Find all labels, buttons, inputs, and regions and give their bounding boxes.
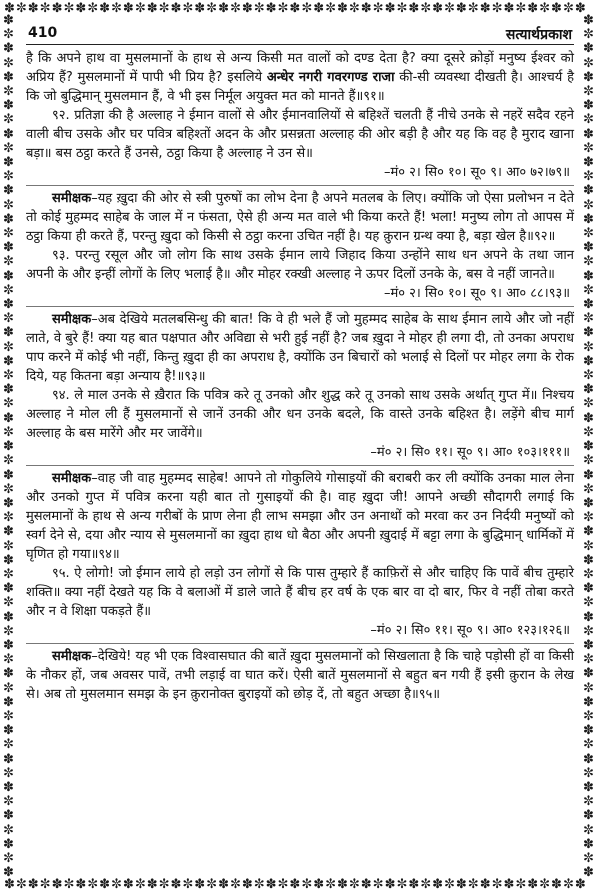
separator-line [26, 185, 574, 186]
commentary-text: –अब देखिये मतलबसिन्धु की बात! कि वे ही भले हैं जो मुहम्मद साहेब के साथ ईमान लाये और जो नहीं लाते, वे बुरे हैं! क्या यह बात पक्षपात और अविद्या से भरी हुई नहीं है? जब ख़ुदा ने मोहर ही लगा दी, तो उनका अपराध पाप करने में कोई भी नहीं, किन्तु ख़ुदा ही का अपराध है, क्योंकि उन बिचारों को भलाई से दिलों पर मोहर लगा के रोक दिये, यह कितना बड़ा अन्याय है!॥९३॥ [26, 312, 574, 384]
book-page [26, 22, 574, 872]
commentary-label: समीक्षक [52, 471, 92, 486]
text-span: है कि अपने हाथ वा मुसलमानों के हाथ से अन्य किसी मत वालों को दण्ड देता है? क्या दूसरे क्रोड़ों मनुष्य ईश्वर को अप्रिय हैं? मुसलमानों में पापी भी प्रिय है? इसलिये [26, 51, 574, 85]
verse-reference-92: –मं० २। सि० १०। सू० ९। आ० ७२।७९॥ [383, 165, 570, 180]
text-span: की-सी व्यवस्था दीखती है। आश्चर्य है कि जो बुद्धिमान् मुसलमान हैं, वे भी इस निर्मूल अयुक्त मत को मानते हैं॥९१॥ [26, 70, 574, 104]
verse-reference-95: –मं० २। सि० ११। सू० ९। आ० १२३।१२६॥ [370, 623, 570, 638]
commentary-93 [26, 310, 574, 386]
page-body [26, 49, 574, 704]
commentary-95 [26, 647, 574, 704]
decorative-border-right: ✽✼✽✼✽✼✽✼✽✼✽✼✽✼✽✼✽✼✽✼✽✼✽✼✽✼✽✼✽✼✽✼✽✼✽✼✽✼✽✼✽✼✽✼✽✼✽✼✽✼✽✼✽✼✽✼✽✼✽✼✽ [583, 14, 594, 880]
separator-line [26, 465, 574, 466]
bold-phrase: अन्धेर नगरी गवरगण्ड राजा [266, 70, 395, 85]
verse-92: ९२. प्रतिज्ञा की है अल्लाह ने ईमान वालों से और ईमानवालियों से बहिश्तें चलती हैं नीचे उनके से नहरें सदैव रहने वाली बीच उसके और घर पवित्र बहिश्तों अदन के और प्रसन्नता अल्लाह की ओर बड़ी है और यह कि वह है मुराद खाना बड़ा॥ बस ठट्ठा करते हैं उनसे, ठट्ठा किया है अल्लाह ने उन से॥ [26, 108, 574, 161]
page-number: 410 [28, 25, 58, 41]
commentary-label: समीक्षक [52, 312, 92, 327]
running-title: सत्यार्थप्रकाश [505, 27, 572, 43]
separator-line [26, 643, 574, 644]
verse-94: ९४. ले माल उनके से ख़ैरात कि पवित्र करे तू उनको और शुद्ध करे तू उनको साथ उसके अर्थात् गुप्त में॥ निश्चय अल्लाह ने मोल ली हैं मुसलमानों से जानें उनकी और धन उनके बदले, कि वास्ते उनके बहिश्त है। लड़ेंगे बीच मार्ग अल्लाह के बस मारेंगे और मर जावेंगे॥ [26, 388, 574, 441]
verse-95: ९५. ऐ लोगो! जो ईमान लाये हो लड़ो उन लोगों से कि पास तुम्हारे हैं काफ़िरों से और चाहिए कि पावें बीच तुम्हारे शक्ति॥ क्या नहीं देखते यह कि वे बलाओं में डाले जाते हैं बीच हर वर्ष के एक बार वा दो बार, फिर वे नहीं तोबा करते और न वे शिक्षा पकड़ते हैं॥ [26, 566, 574, 619]
commentary-text: –यह ख़ुदा की ओर से स्त्री पुरुषों का लोभ देना है अपने मतलब के लिए। क्योंकि जो ऐसा प्रलोभन न देते तो कोई मुहम्मद साहेब के जाल में न फंसता, ऐसे ही अन्य मत वाले भी किया करते हैं! भला! मनुष्य लोग तो आपस में ठट्ठा किया ही करते हैं, परन्तु ख़ुदा को किसी से ठट्ठा करना उचित नहीं है। यह क़ुरान ग्रन्थ क्या है, बड़ा खेल है॥९२॥ [26, 191, 574, 244]
verse-reference-94: –मं० २। सि० ११। सू० ९। आ० १०३।१११॥ [370, 445, 570, 460]
verse-reference-93: –मं० २। सि० १०। सू० ९। आ० ८८।९३॥ [383, 286, 570, 301]
paragraph-continued [26, 49, 574, 106]
commentary-92 [26, 189, 574, 246]
commentary-94 [26, 469, 574, 564]
separator-line [26, 306, 574, 307]
commentary-label: समीक्षक [52, 191, 92, 206]
decorative-border-left: ✽✼✽✼✽✼✽✼✽✼✽✼✽✼✽✼✽✼✽✼✽✼✽✼✽✼✽✼✽✼✽✼✽✼✽✼✽✼✽✼✽✼✽✼✽✼✽✼✽✼✽✼✽✼✽✼✽✼✽✼✽ [3, 14, 14, 880]
decorative-border-bottom: ✽✼✽✼✽✼✽✼✽✼✽✼✽✼✽✼✽✼✽✼✽✼✽✼✽✼✽✼✽✼✽✼✽✼✽✼✽✼✽✼✽✼✽✼✽✼✽✼✽ [4, 878, 587, 892]
decorative-border-top: ✽✼✽✼✽✼✽✼✽✼✽✼✽✼✽✼✽✼✽✼✽✼✽✼✽✼✽✼✽✼✽✼✽✼✽✼✽✼✽✼✽✼✽✼✽✼✽✼✽ [4, 2, 587, 16]
commentary-label: समीक्षक [52, 649, 92, 664]
commentary-text: –वाह जी वाह मुहम्मद साहेब! आपने तो गोकुलिये गोसाइयों की बराबरी कर ली क्योंकि उनका माल लेना और उनको गुप्त में पवित्र करना यही बात तो गुसाइयों की है। वाह ख़ुदा जी! आपने अच्छी सौदागरी लगाई कि मुसलमानों के हाथ से अन्य गरीबों के प्राण लेना ही लाभ समझा और उन अनाथों को मरवा कर उन निर्दयी मनुष्यों को स्वर्ग देने से, दया और न्याय से मुसलमानों का ख़ुदा हाथ धो बैठा और अपनी ख़ुदाई में बट्टा लगा के बुद्धिमान् धार्मिकों में घृणित हो गया॥९४॥ [26, 471, 574, 562]
page-header [26, 22, 574, 45]
commentary-text: –देखिये! यह भी एक विश्वासघात की बातें ख़ुदा मुसलमानों को सिखलाता है कि चाहे पड़ोसी हों वा किसी के नौकर हों, जब अवसर पावें, तभी लड़ाई वा घात करें। ऐसी बातें मुसलमानों से बहुत बन गयी हैं इसी क़ुरान के लेख से। अब तो मुसलमान समझ के इन क़ुरानोक्त बुराइयों को छोड़ दें, तो बहुत अच्छा है॥९५॥ [26, 649, 574, 702]
verse-93: ९३. परन्तु रसूल और जो लोग कि साथ उसके ईमान लाये जिहाद किया उन्होंने साथ धन अपने के तथा जान अपनी के और इन्हीं लोगों के लिए भलाई है॥ और मोहर रक्खी अल्लाह ने ऊपर दिलों उनके के, बस वे नहीं जानते॥ [26, 248, 574, 282]
